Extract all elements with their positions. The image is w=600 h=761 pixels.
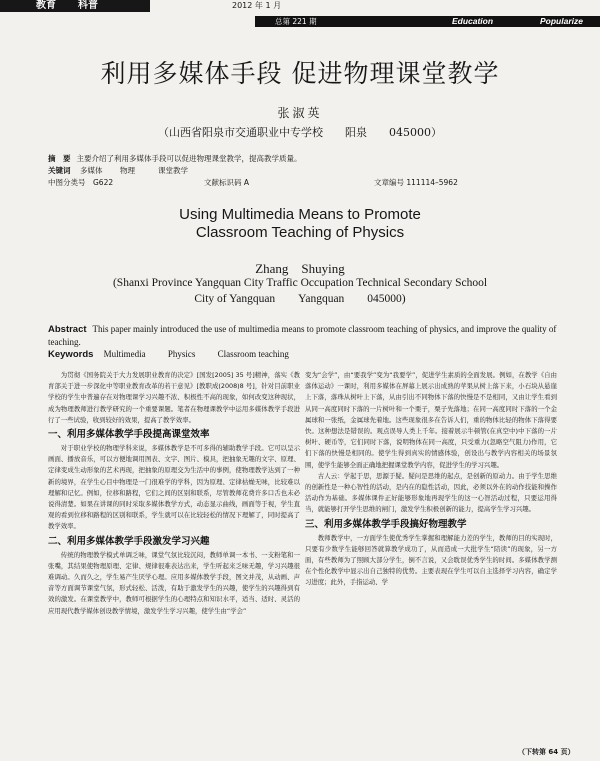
section-heading-2: 二、利用多媒体教学手段激发学习兴趣 (48, 535, 210, 547)
keywords-en-label: Keywords (48, 349, 94, 360)
keyword-cn-2: 物理 (120, 166, 135, 175)
article-number: 文章编号 111114–5962 (374, 178, 458, 187)
meta-cn-row (48, 177, 568, 189)
section-3-paragraph: 教师教学中，一方面学生使优秀学生掌握和理解能力差的学生，教师的目的实现时，只要有少数学生能够回答就算教学成功了，从而造成一大批学生“陪读”的现象，另一方面，有些教师为了照顾大部分学生，倒不言说，又会耽误优秀学生的时间。多媒体教学测在个性化教学中显示出自己独特的优势。主要表现在学生可以自主选择学习内容，确定学习进度；此外，手指运动、学 (305, 533, 557, 587)
title-chinese: 利用多媒体手段 促进物理课堂教学 (100, 59, 500, 88)
title-en-line-2: Classroom Teaching of Physics (195, 224, 405, 241)
title-en-line-1: Using Multimedia Means to Promote (179, 206, 421, 223)
abstract-english (48, 323, 570, 348)
column-label: 教育 (36, 0, 56, 11)
continued-on-page-note: （下转第 64 页） (518, 748, 575, 756)
keywords-cn-label: 关键词 (48, 166, 71, 175)
document-code: 文献标识码 A (204, 178, 250, 187)
title-english (0, 206, 600, 242)
abstract-cn-text: 主要介绍了利用多媒体手段可以促进物理课堂教学，提高教学质量。 (76, 154, 302, 163)
keyword-cn-3: 课堂教学 (158, 166, 188, 175)
affiliation-english (0, 275, 600, 307)
keywords-cn-row (48, 165, 568, 177)
education-label: Education (410, 16, 535, 27)
keyword-en-1: Multimedia (103, 349, 146, 359)
author-chinese: 张淑英 (277, 106, 323, 120)
keyword-en-2: Physics (167, 349, 196, 359)
body-column-right (305, 370, 557, 589)
keyword-en-3: Classroom teaching (217, 349, 289, 359)
abstract-cn-row (48, 153, 568, 165)
section-2-paragraph: 传统的物理教学模式单调乏味，课堂气氛比较沉闷，教师单调一本书、一支粉笔和一张嘴，其结果使物理原理、定律、规律很难表达出来，学生听起来乏味无趣，学习兴趣很难调动。久而久之，学生易产生厌学心理。应用多媒体教学手段，图文并茂，从动画、声音等方面调节课堂气氛，形式轻松、活泼，有助于激发学生的兴趣，使学生的兴趣得到有效的激发。在课堂教学中，教师可根据学生的心理特点和知识水平，适当、适时、灵活的应用现代教学媒体创设教学情境，激发学生学习兴趣，使学生由“学会” (48, 550, 300, 615)
journal-column-label (0, 0, 150, 12)
column-label-2: 科普 (78, 0, 98, 11)
affil-en-line-1: (Shanxi Province Yangquan City Traffic Occupation Technical Secondary School (112, 277, 488, 289)
continued-paragraph: 变为“会学”，由“要我学”变为“我要学”，促进学生素质的全面发展。例如，在教学《自由落体运动》一课时，利用多媒体在屏幕上展示出成熟的苹果从树上落下来，小石块从悬崖上下落，落珠从树叶上下落，从由引出不同物体下落的快慢是不是相同，又由让学生看到从同一高度同时下落的一片树叶和一个栗子，栗子先落地；在同一高度同时下落的一个金属球和一张纸，金属球先着地。这些现象很多在告诉人们，重的物体比轻的物体下落得要快。这种想法是错误的。观点误导人类上千年。接着展示牛顿管(在真空中)中下落的一片树叶、硬币等，它们同时下落，说明物体在同一高度，只受重力(忽略空气阻力)作用，它们下落的快慢是相同的。使学生得到真实的情感体验，创设出与教学内容相关的场景氛围，使学生能够全面正确地把握课堂教学内容，促进学生的学习兴趣。 (305, 371, 557, 469)
running-header (0, 0, 600, 28)
abstract-en-text: This paper mainly introduced the use of multimedia means to promote classroom teaching of physics, and improve the quality of teaching. (48, 324, 557, 347)
popularize-label: Popularize (540, 16, 583, 26)
issue-number: 总第 221 期 (275, 17, 317, 26)
abstract-block-chinese (48, 153, 568, 189)
affil-en-line-2: City of Yangquan Yangquan 045000) (194, 293, 406, 305)
affiliation-chinese: （山西省阳泉市交通职业中专学校 阳泉 045000） (158, 126, 442, 139)
section-heading-3: 三、利用多媒体教学手段搞好物理教学 (305, 518, 467, 530)
header-bar (255, 16, 600, 27)
issue-date: 2012 年 1 月 (232, 1, 282, 10)
keyword-cn-1: 多媒体 (80, 166, 103, 175)
clc-number: 中图分类号 G622 (48, 178, 114, 187)
section-heading-1: 一、利用多媒体教学手段提高课堂效率 (48, 429, 210, 441)
section-1-paragraph: 对于职业学校的物理学科来说，多媒体教学是不可多得的辅助教学手段。它可以呈示画面、播放音乐，可以方便地调用图表、文字、图片、模具，把抽象无趣的文字、原理、定律变成生动形象的艺术再现，把抽象的原理交为生活中的事例，使物理教学达到了一种新的境界，在学生心目中物理是一门很难学的学科，因为原理、定律枯燥无味，比较难以理解和记忆。例如，位移和路程，它们之间的区别和联系，尽管教师花费许多口舌也未必说得清楚。如果在讲课的同时采取多媒体教学方式，动态显示曲线，画面等于视，学生直观的看到位移和路程的区别和联系，学生就可以在比较轻松的情况下理解了，同时提高了教学效率。 (48, 444, 300, 531)
body-column-left (48, 370, 300, 617)
abstract-en-label: Abstract (48, 324, 87, 335)
abstract-cn-label: 摘 要 (48, 154, 71, 163)
intro-paragraph: 为贯彻《国务院关于大力发展职业教育的决定》[国发[2005] 35 号]精神，落实《教育部关于进一步深化中等职业教育改革的若干意见》[教职成(2008)8 号]，针对目前职业学校的学生中普遍存在对物理课学习兴趣不浓、积极性不高的现象，如何改变这种现状，成为物理教师进行教学研究的一个重要课题。笔者在物理课教学中运用多媒体教学手段进行了一些试验，收到较好的效果，提高了教学效率。 (48, 371, 300, 424)
author-english: Zhang Shuying (255, 261, 345, 276)
keywords-english (48, 349, 309, 360)
ancient-quote-paragraph: 古人云：学起于思，思源于疑。疑问是思维的起点，是创新的原动力。由于学生思维的创新性是一种心智性的活动，是内在的隐性活动，因此，必须以外在的动作技能和操作活动作为基础。多媒体课件正好能够形象地再现学生的这一心智活动过程，只要运用得当，就能够打开学生思维的闸门，激发学生积极创新的能力，提高学生学习兴趣。 (305, 471, 557, 514)
